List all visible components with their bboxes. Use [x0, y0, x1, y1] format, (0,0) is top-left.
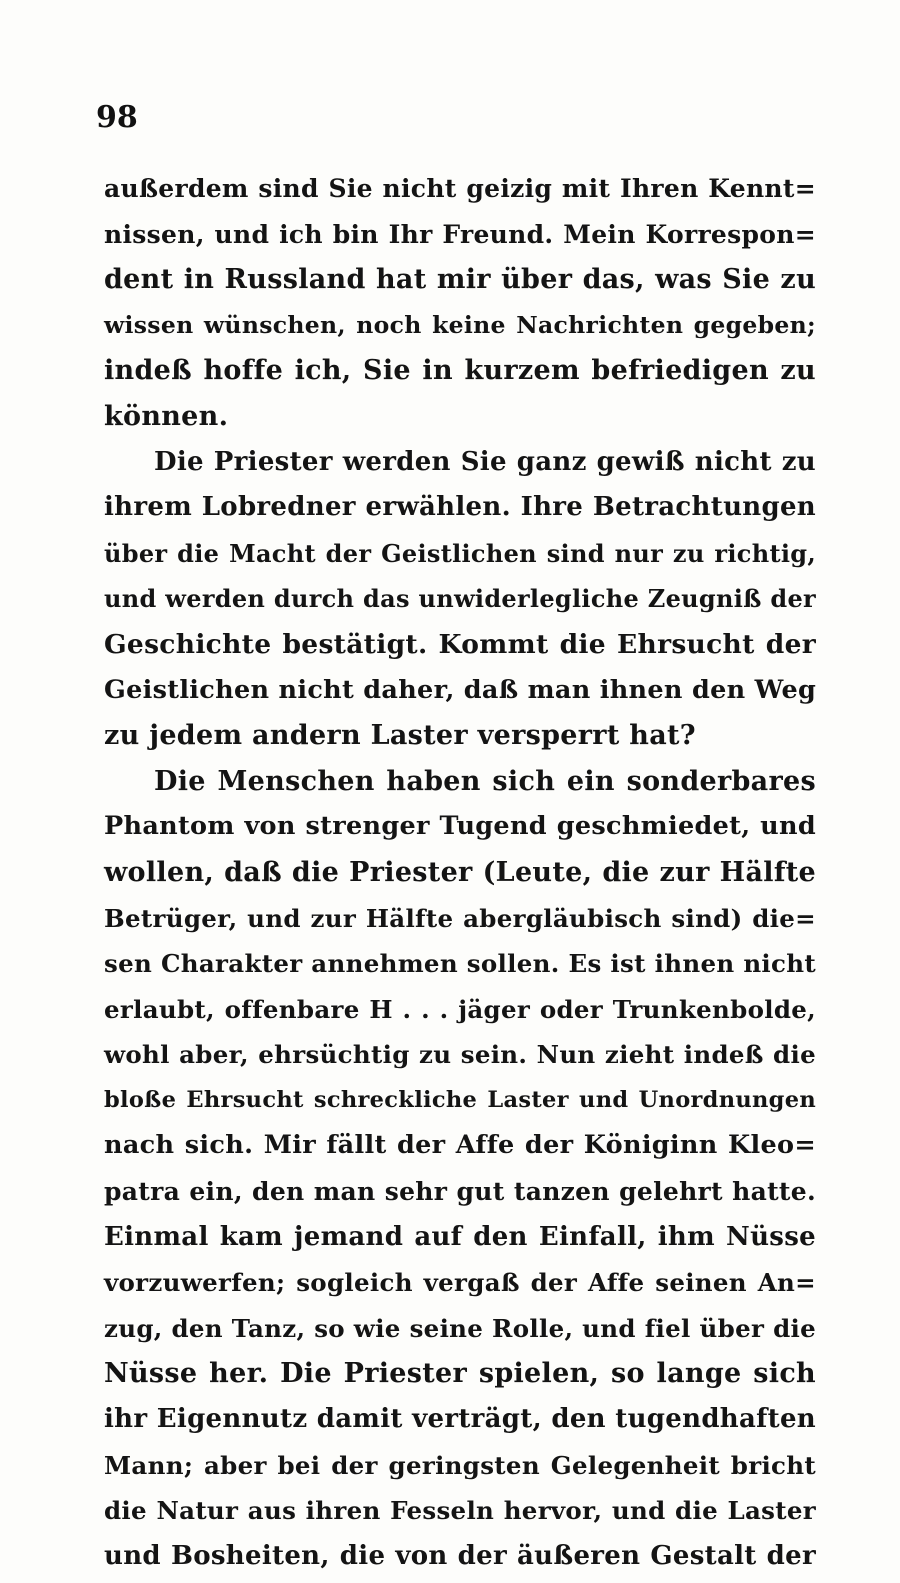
text-line: ihr Eigennutz damit verträgt, den tugendhaften — [104, 1404, 816, 1435]
text-line: dent in Russland hat mir über das, was Sie zu — [104, 264, 816, 296]
text-line: Nüsse her. Die Priester spielen, so lange sich — [104, 1358, 816, 1390]
page-number: 98 — [96, 100, 138, 135]
text-line: nissen, und ich bin Ihr Freund. Mein Korrespon= — [104, 219, 816, 249]
text-line: außerdem sind Sie nicht geizig mit Ihren Kennt= — [104, 174, 816, 203]
text-line: über die Macht der Geistlichen sind nur zu richtig, — [104, 538, 816, 568]
text-line: und werden durch das unwiderlegliche Zeugniß der — [104, 584, 816, 614]
text-line: Einmal kam jemand auf den Einfall, ihm Nüsse — [104, 1221, 816, 1252]
text-line: wohl aber, ehrsüchtig zu sein. Nun zieht indeß die — [104, 1040, 816, 1070]
text-line: können. — [104, 400, 229, 432]
body-text — [104, 166, 816, 1579]
text-line: sen Charakter annehmen sollen. Es ist ihnen nicht — [104, 949, 816, 979]
text-line: wollen, daß die Priester (Leute, die zur Hälfte — [104, 856, 816, 888]
text-line: Geschichte bestätigt. Kommt die Ehrsucht der — [104, 628, 816, 660]
text-line: bloße Ehrsucht schreckliche Laster und Unordnungen — [104, 1086, 816, 1113]
text-line: Mann; aber bei der geringsten Gelegenheit bricht — [104, 1450, 816, 1480]
text-line: zug, den Tanz, so wie seine Rolle, und fiel über die — [104, 1313, 816, 1343]
text-line: die Natur aus ihren Fesseln hervor, und die Laster — [104, 1496, 816, 1526]
text-line: nach sich. Mir fällt der Affe der Königinn Kleo= — [104, 1130, 816, 1161]
text-line: Die Menschen haben sich ein sonderbares — [154, 765, 816, 797]
text-line: und Bosheiten, die von der äußeren Gestalt der — [104, 1540, 816, 1571]
text-line: wissen wünschen, noch keine Nachrichten gegeben; — [104, 310, 816, 339]
text-line: indeß hoffe ich, Sie in kurzem befriedigen zu — [104, 355, 816, 387]
text-line: Betrüger, und zur Hälfte abergläubisch sind) die= — [104, 903, 816, 933]
text-line: patra ein, den man sehr gut tanzen gelehrt hatte. — [104, 1177, 816, 1207]
text-line: Die Priester werden Sie ganz gewiß nicht zu — [154, 446, 816, 477]
text-line: ihrem Lobredner erwählen. Ihre Betrachtungen — [104, 492, 816, 523]
text-line: zu jedem andern Laster versperrt hat? — [104, 720, 696, 752]
text-line: Phantom von strenger Tugend geschmiedet, und — [104, 811, 816, 842]
text-line: erlaubt, offenbare H . . . jäger oder Trunkenbolde, — [104, 994, 816, 1024]
text-line: Geistlichen nicht daher, daß man ihnen den Weg — [104, 674, 817, 705]
text-line: vorzuwerfen; sogleich vergaß der Affe seinen An= — [104, 1268, 816, 1298]
